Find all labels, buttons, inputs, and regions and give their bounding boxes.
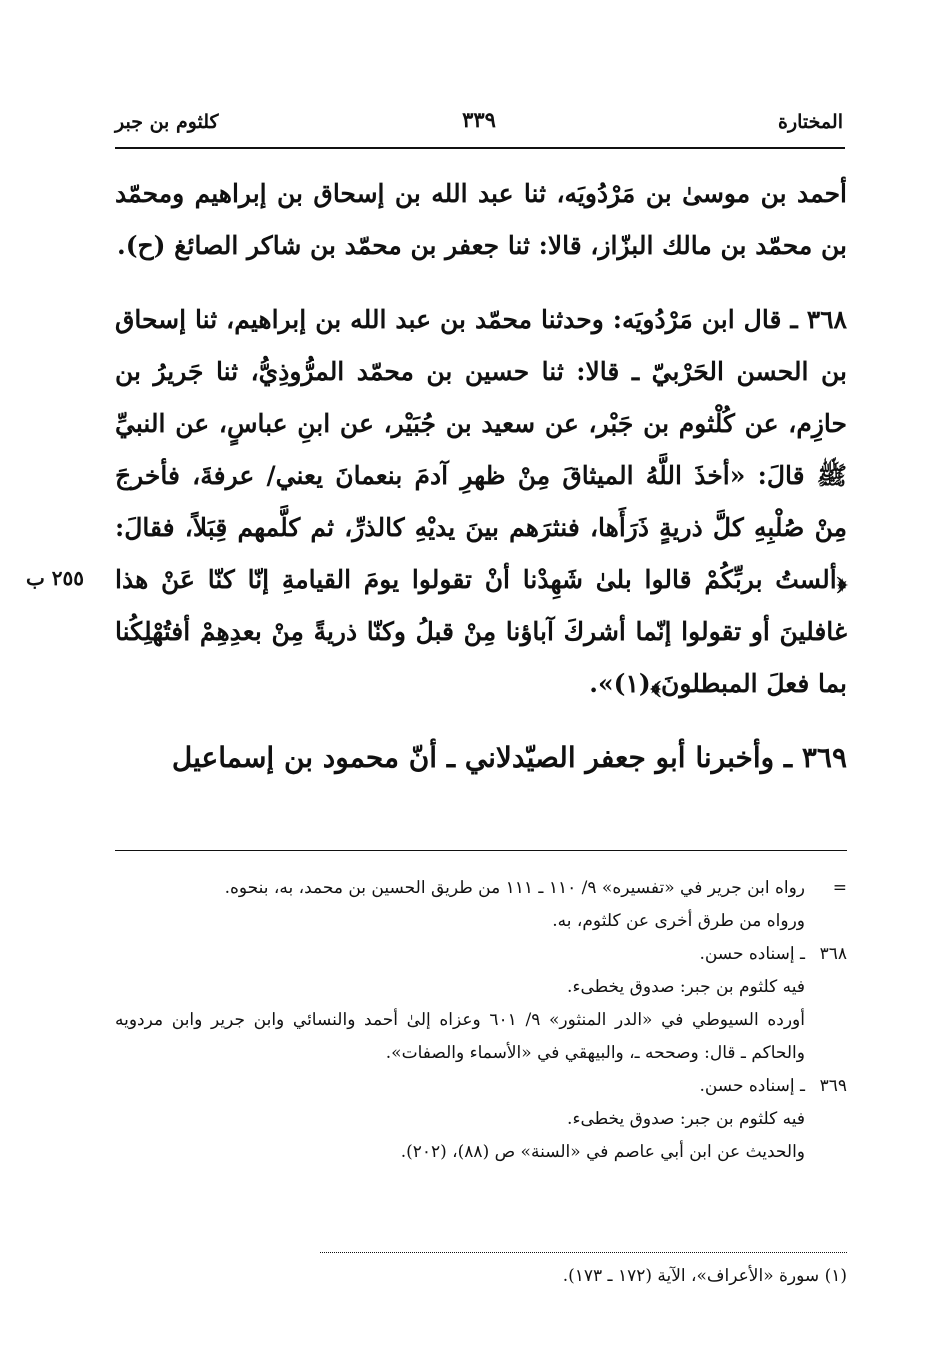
paragraph-369: ٣٦٩ ـ وأخبرنا أبو جعفر الصيّدلاني ـ أنّ محمود بن إسماعيل: [171, 741, 847, 774]
main-text: [115, 168, 847, 784]
page-number: ٣٣٩: [462, 107, 496, 132]
manuscript-folio-note: ٢٥٥ ب: [26, 566, 85, 590]
dotted-separator: [320, 1252, 847, 1253]
footnote-line: = رواه ابن جرير في «تفسيره» ٩/ ١١٠ ـ ١١١ من طريق الحسين بن محمد، به، بنحوه.: [224, 878, 847, 898]
header-rule: [115, 147, 845, 149]
section-title: كلثوم بن جبر: [115, 111, 219, 133]
quran-reference-note: (١) سورة «الأعراف»، الآية (١٧٢ ـ ١٧٣).: [562, 1266, 847, 1286]
running-header: [115, 105, 843, 145]
book-title: المختارة: [778, 111, 843, 133]
footnote-line: ٣٦٨ ـ إسناده حسن.: [699, 944, 847, 964]
paragraph-368: ٣٦٨ ـ قال ابن مَرْدُويَه: وحدثنا محمّد بن عبد الله بن إبراهيم، ثنا إسحاق بن الحسن الحَرْبيّ ـ قالا: ثنا حسين بن محمّد المرُّوذِيُّ، ثنا جَريرُ بن حازِم، عن كُلْثوم بن جَبْر، عن سعيد بن جُبَيْر، عن ابنِ عباسٍ، عن النبيِّ ﷺ قالَ: «أخذَ اللَّهُ الميثاقَ مِنْ ظهرِ آدمَ بنعمانَ يعني/ عرفةَ، فأخرجَ مِنْ صُلْبِهِ كلَّ ذريةٍ ذَرَأَها، فنثرَهم بينَ يديْهِ كالذرِّ، ثم كلَّمهم قِبَلاً، فقالَ: ﴿ألستُ بربِّكُمْ قالوا بلىٰ شَهِدْنا أنْ تقولوا يومَ القيامةِ إنّا كنّا عَنْ هذا غافلينَ أو تقولوا إنّما أشركَ آباؤنا مِنْ قبلُ وكنّا ذريةً مِنْ بعدِهِمْ أفتُهْلِكُنا بما فعلَ المبطلونَ﴾(١)».: [115, 305, 847, 698]
footnote-line: أورده السيوطي في «الدر المنثور» ٩/ ٦٠١ وعزاه إلىٰ أحمد والنسائي وابن جرير وابن مردويه والحاكم ـ قال: وصححه ـ، والبيهقي في «الأسماء والصفات».: [115, 1010, 805, 1063]
footnotes: [115, 872, 847, 1169]
footnote-line: فيه كلثوم بن جبر: صدوق يخطىء.: [567, 977, 805, 997]
footnote-separator: [115, 850, 847, 851]
footnote-line: فيه كلثوم بن جبر: صدوق يخطىء.: [567, 1109, 805, 1129]
footnote-line: ورواه من طرق أخرى عن كلثوم، به.: [552, 911, 805, 931]
footnote-line: ٣٦٩ ـ إسناده حسن.: [699, 1076, 847, 1096]
paragraph-intro: أحمد بن موسىٰ بن مَرْدُويَه، ثنا عبد الله بن إسحاق بن إبراهيم ومحمّد بن محمّد بن مالك البزّاز، قالا: ثنا جعفر بن محمّد بن شاكر الصائغ (ح).: [115, 179, 847, 260]
footnote-line: والحديث عن ابن أبي عاصم في «السنة» ص (٨٨)، (٢٠٢).: [400, 1142, 805, 1162]
